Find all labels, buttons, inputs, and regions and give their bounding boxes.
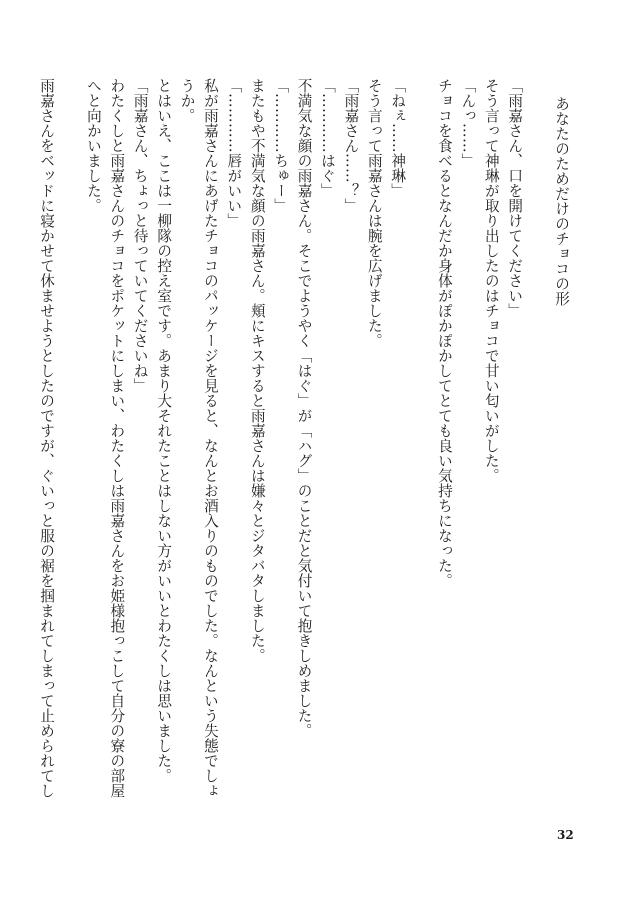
text-line-4: チョコを食べるとなんだか身体がぽかぽかしてとても良い気持ちになった。 xyxy=(435,78,453,588)
text-line-7: 「雨嘉さん……？」 xyxy=(342,78,360,213)
text-line-17: わたくしと雨嘉さんのチョコをポケットにしまい、わたくしは雨嘉さんをお姫様抱っこして自分の寮の部屋 xyxy=(108,78,126,798)
text-line-6: そう言って雨嘉さんは腕を広げました。 xyxy=(365,78,383,348)
text-line-15: とはいえ、ここは一柳隊の控え室です。あまり大それたことはしない方がいいとわたくしは思いました。 xyxy=(155,78,173,783)
text-line-14: うか。 xyxy=(178,78,196,123)
text-line-11: またもや不満気な顔の雨嘉さん。頬にキスすると雨嘉さんは嫌々とジタバタしました。 xyxy=(248,78,266,663)
vertical-text-block xyxy=(35,78,573,798)
text-line-13: 私が雨嘉さんにあげたチョコのパッケージを見ると、なんとお酒入りのものでした。なんという失態でしょ xyxy=(201,78,219,798)
text-line-1: 「雨嘉さん、口を開けてください」 xyxy=(506,78,524,318)
text-line-5: 「ねぇ……神琳」 xyxy=(389,78,407,198)
text-line-10: 「…………ちゅー」 xyxy=(272,78,290,213)
chapter-title: あなたのためだけのチョコの形 xyxy=(553,96,570,306)
text-line-8: 「…………はぐ」 xyxy=(318,78,336,198)
text-line-2: そう言って神琳が取り出したのはチョコで甘い匂いがした。 xyxy=(482,78,500,483)
text-line-19: 雨嘉さんをベッドに寝かせて休ませようとしたのですが、ぐいっと服の裾を掴まれてしまって止められてし xyxy=(38,78,56,798)
paragraph-spacing xyxy=(409,78,432,79)
text-line-3: 「んっ……」 xyxy=(459,78,477,168)
page-number: 32 xyxy=(557,828,574,842)
text-line-16: 「雨嘉さん、ちょっと待っていてくださいね」 xyxy=(131,78,149,393)
text-line-12: 「…………唇がいい」 xyxy=(225,78,243,228)
title-spacing xyxy=(526,78,549,79)
text-line-18: へと向かいました。 xyxy=(84,78,102,213)
paragraph-spacing xyxy=(58,78,81,79)
text-line-9: 不満気な顔の雨嘉さん。そこでようやく「はぐ」が「ハグ」のことだと気付いて抱きしめました。 xyxy=(295,78,313,738)
